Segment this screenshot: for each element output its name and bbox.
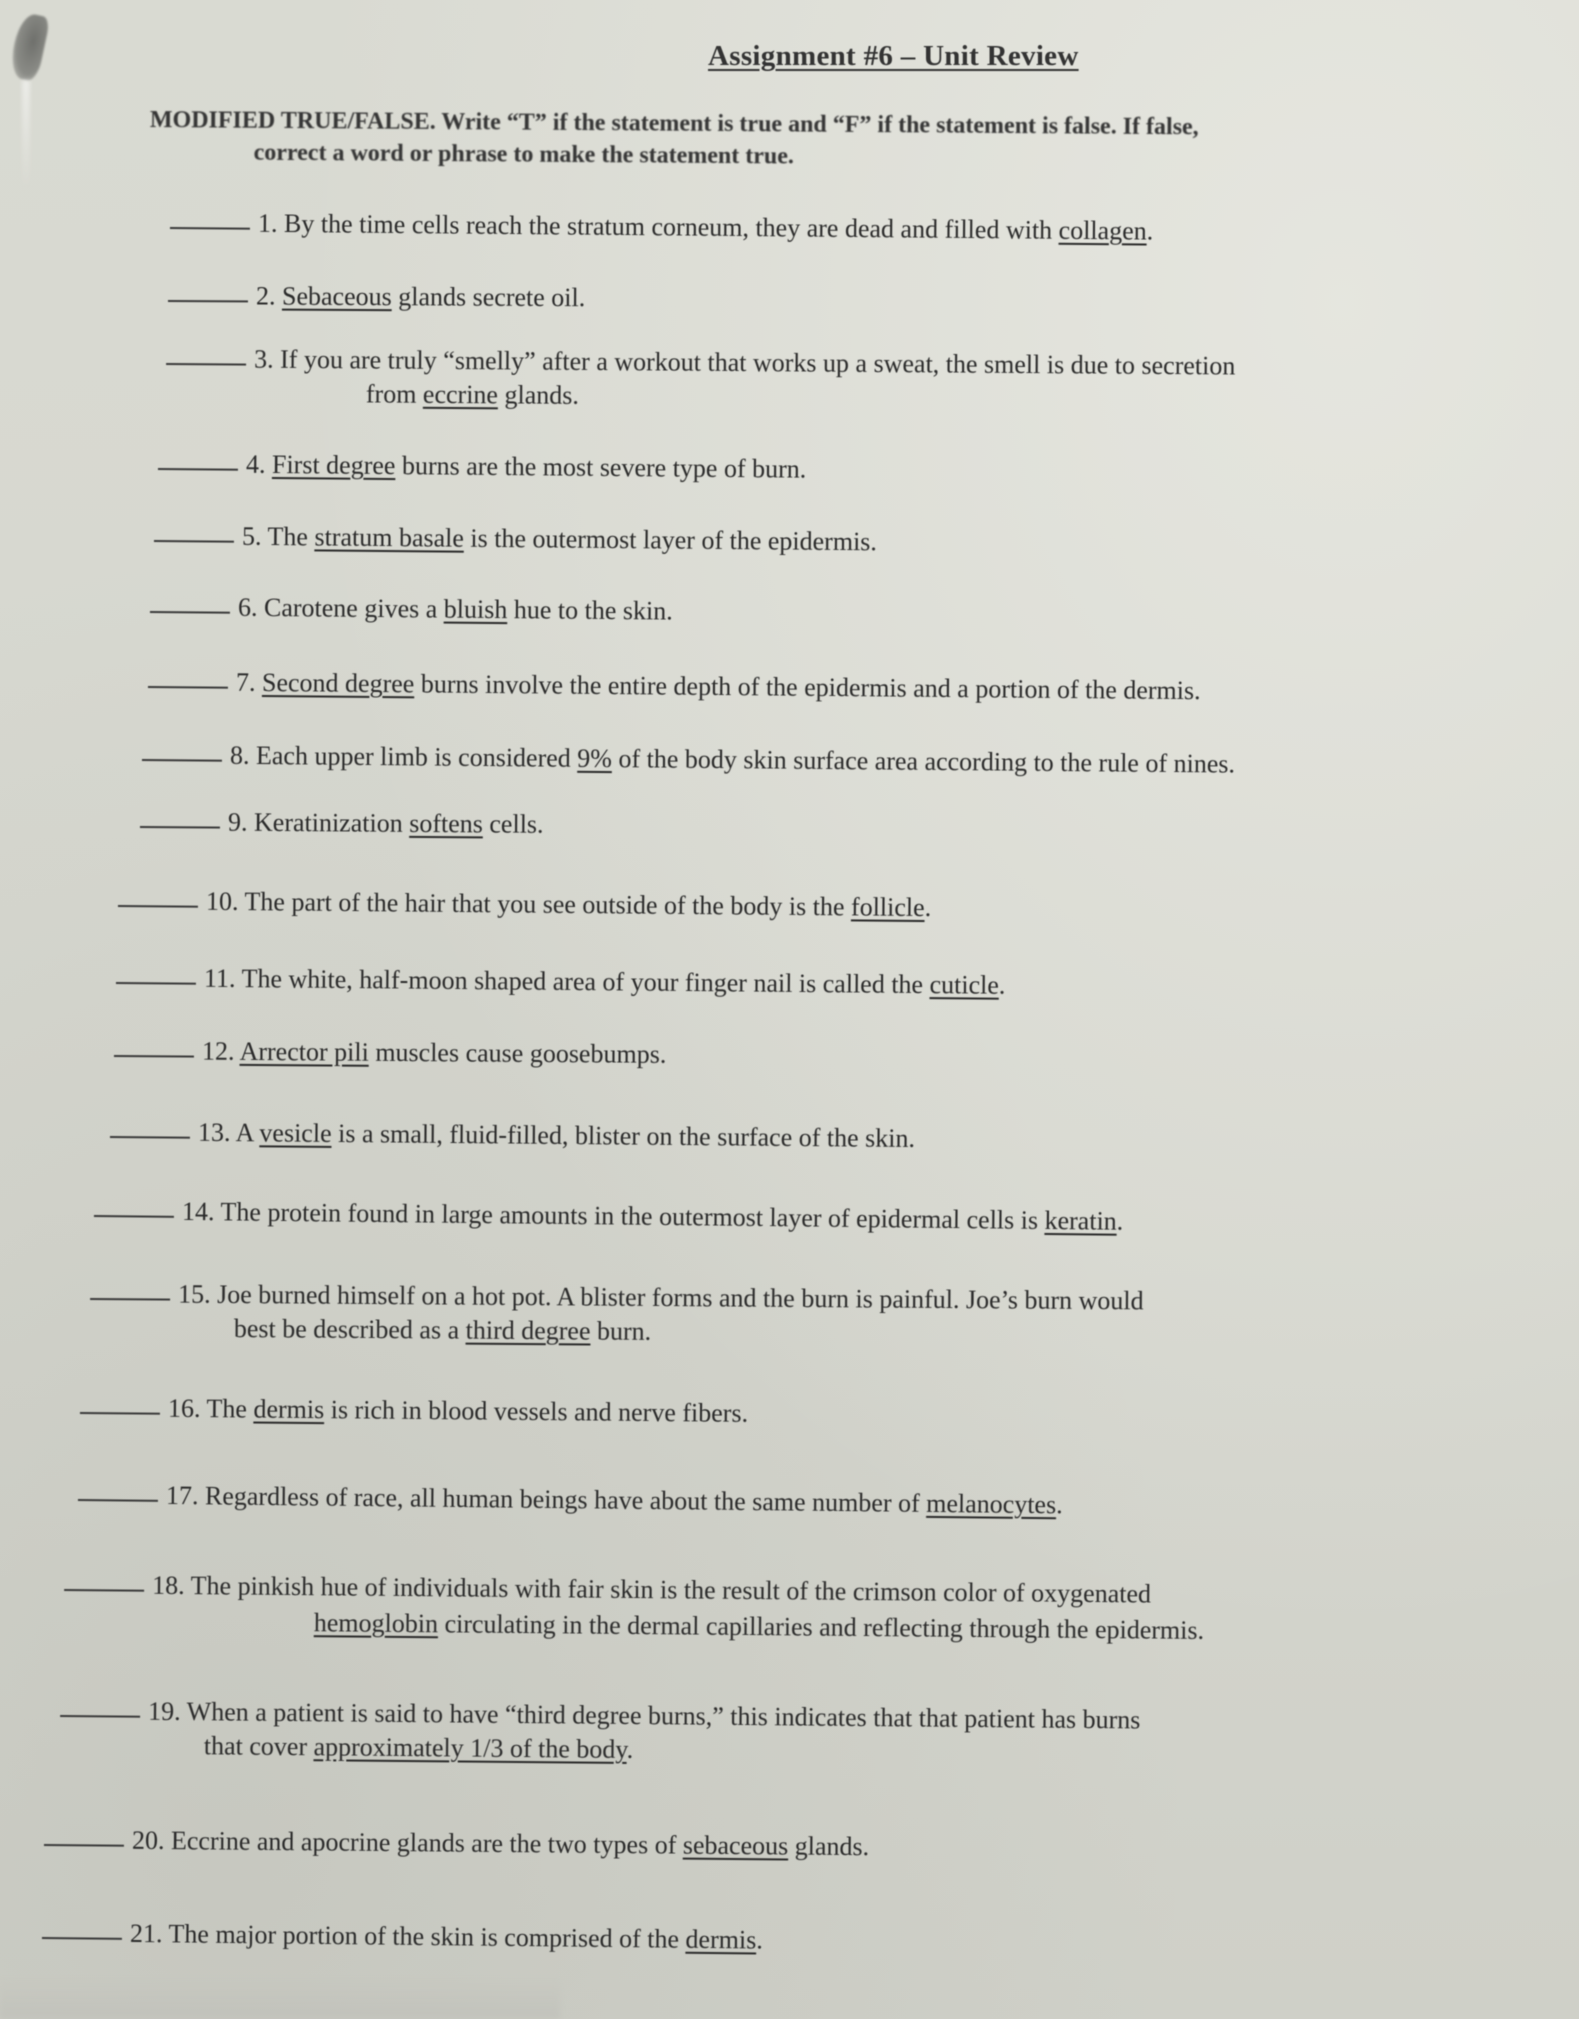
underlined-term: cuticle <box>929 970 1000 1000</box>
answer-blank-7[interactable] <box>148 686 228 689</box>
underlined-term: collagen <box>1058 215 1147 246</box>
underlined-term: third degree <box>465 1315 591 1346</box>
question-number: 16. <box>167 1393 201 1424</box>
underlined-term: hemoglobin <box>313 1608 439 1639</box>
question-7: 7. Second degree burns involve the entire depth of the epidermis and a portion of the dermis. <box>148 663 1201 710</box>
question-number: 4. <box>245 449 266 479</box>
answer-blank-15[interactable] <box>90 1298 170 1301</box>
question-number: 8. <box>229 740 250 770</box>
question-number: 1. <box>257 208 278 238</box>
answer-blank-1[interactable] <box>170 227 250 230</box>
question-number: 13. <box>197 1117 231 1148</box>
question-21: 21. The major portion of the skin is comprised of the dermis. <box>42 1914 763 1960</box>
answer-blank-21[interactable] <box>42 1937 122 1940</box>
question-19: 19. When a patient is said to have “third degree burns,” this indicates that that patient has burns that cover approximately 1/3 of the body. <box>60 1692 1141 1773</box>
answer-blank-17[interactable] <box>78 1499 158 1502</box>
question-number: 5. <box>241 521 262 551</box>
question-15: 15. Joe burned himself on a hot pot. A blister forms and the burn is painful. Joe’s burn would best be described as a third degree burn. <box>90 1275 1144 1354</box>
answer-blank-4[interactable] <box>158 468 238 471</box>
answer-blank-6[interactable] <box>150 611 230 614</box>
question-6: 6. Carotene gives a bluish hue to the skin. <box>150 588 673 631</box>
question-4: 4. First degree burns are the most severe type of burn. <box>158 445 807 489</box>
binder-hole-shadow <box>7 12 50 83</box>
question-number: 3. <box>254 344 274 374</box>
answer-blank-14[interactable] <box>94 1215 174 1218</box>
answer-blank-13[interactable] <box>110 1136 190 1139</box>
answer-blank-10[interactable] <box>118 905 198 908</box>
question-2: 2. Sebaceous glands secrete oil. <box>168 277 585 317</box>
underlined-term: Second degree <box>261 667 415 699</box>
question-3: 3. If you are truly “smelly” after a workout that works up a sweat, the smell is due to secretion from eccrine glands. <box>166 340 1236 419</box>
answer-blank-19[interactable] <box>60 1715 140 1718</box>
question-11: 11. The white, half-moon shaped area of your finger nail is called the cuticle. <box>116 959 1006 1005</box>
worksheet-title: Assignment #6 – Unit Review <box>708 40 1079 72</box>
answer-blank-20[interactable] <box>44 1844 124 1847</box>
underlined-term: stratum basale <box>314 522 465 553</box>
question-number: 2. <box>255 281 276 311</box>
question-13: 13. A vesicle is a small, fluid-filled, blister on the surface of the skin. <box>110 1113 915 1158</box>
question-10: 10. The part of the hair that you see outside of the body is the follicle. <box>118 882 931 927</box>
question-number: 11. <box>203 963 236 994</box>
instructions <box>150 104 1550 178</box>
question-9: 9. Keratinization softens cells. <box>140 803 544 844</box>
question-1: 1. By the time cells reach the stratum corneum, they are dead and filled with collagen. <box>170 204 1154 251</box>
answer-blank-11[interactable] <box>116 982 196 985</box>
answer-blank-18[interactable] <box>64 1589 144 1592</box>
question-8: 8. Each upper limb is considered 9% of the body skin surface area according to the rule of nines. <box>142 736 1235 784</box>
question-number: 19. <box>148 1696 181 1727</box>
question-number: 9. <box>227 807 248 837</box>
question-5: 5. The stratum basale is the outermost layer of the epidermis. <box>154 517 877 561</box>
answer-blank-5[interactable] <box>154 540 234 543</box>
question-16: 16. The dermis is rich in blood vessels and nerve fibers. <box>80 1389 748 1433</box>
underlined-term: follicle <box>850 892 925 923</box>
underlined-term: dermis <box>253 1394 325 1425</box>
question-18: 18. The pinkish hue of individuals with fair skin is the result of the crimson color of oxygenated hemoglobin circulating in the dermal capillaries and reflecting through the epidermis. <box>64 1566 1205 1650</box>
underlined-term: bluish <box>443 594 508 625</box>
underlined-term: keratin <box>1044 1205 1117 1236</box>
instructions-line-2: correct a word or phrase to make the statement true. <box>253 139 795 170</box>
underlined-term: vesicle <box>259 1118 332 1148</box>
underlined-term: softens <box>409 808 483 839</box>
answer-blank-12[interactable] <box>114 1055 194 1058</box>
question-number: 18. <box>152 1570 185 1601</box>
underlined-term: approximately 1/3 of the body <box>313 1732 627 1764</box>
paper-fold <box>22 80 30 190</box>
underlined-term: melanocytes <box>926 1488 1057 1520</box>
underlined-term: eccrine <box>422 379 499 410</box>
question-number: 12. <box>201 1036 235 1066</box>
question-number: 21. <box>129 1918 163 1949</box>
underlined-term: 9% <box>577 743 613 774</box>
question-number: 10. <box>205 886 239 917</box>
underlined-term: dermis <box>685 1924 757 1955</box>
question-20: 20. Eccrine and apocrine glands are the two types of sebaceous glands. <box>44 1821 869 1866</box>
question-number: 20. <box>131 1825 165 1856</box>
question-number: 14. <box>181 1196 215 1227</box>
question-number: 6. <box>237 592 258 622</box>
question-number: 15. <box>178 1279 211 1309</box>
underlined-term: First degree <box>271 449 396 481</box>
question-17: 17. Regardless of race, all human beings have about the same number of melanocytes. <box>78 1476 1063 1524</box>
underlined-term: Sebaceous <box>281 281 392 312</box>
bottom-shadow <box>0 1979 560 2019</box>
question-number: 17. <box>165 1480 199 1511</box>
underlined-term: sebaceous <box>682 1830 789 1861</box>
answer-blank-9[interactable] <box>140 826 220 829</box>
question-12: 12. Arrector pili muscles cause goosebumps. <box>114 1032 667 1074</box>
instructions-line-1: MODIFIED TRUE/FALSE. Write “T” if the statement is true and “F” if the statement is false. If false, <box>149 106 1199 141</box>
answer-blank-2[interactable] <box>168 300 248 302</box>
question-number: 7. <box>235 667 256 697</box>
answer-blank-3[interactable] <box>166 363 246 366</box>
question-14: 14. The protein found in large amounts in the outermost layer of epidermal cells is keratin. <box>94 1192 1124 1241</box>
answer-blank-16[interactable] <box>80 1412 160 1415</box>
answer-blank-8[interactable] <box>142 759 222 762</box>
underlined-term: Arrector pili <box>239 1036 369 1067</box>
